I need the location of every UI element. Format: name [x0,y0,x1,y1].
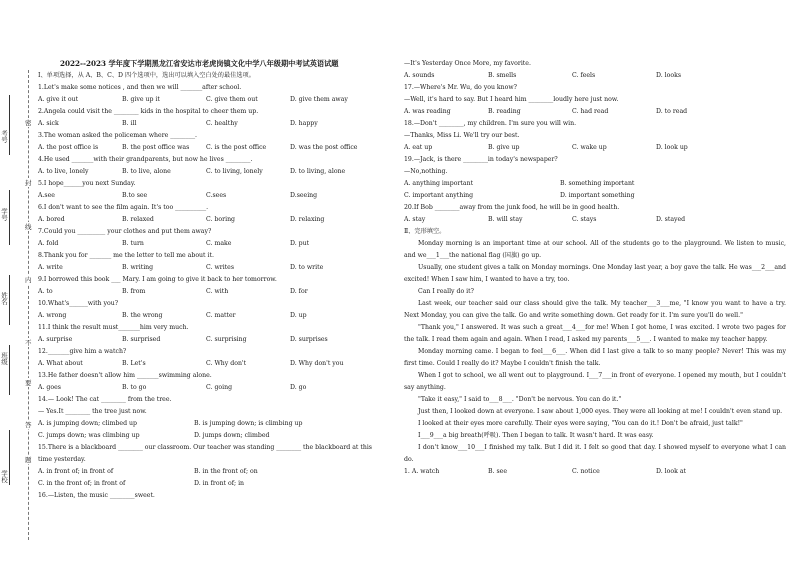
seal-char: 密 [25,119,32,127]
section-heading: Ⅰ、单项选择，从 A、B、C、D 四个选项中，选出可以填入空白处的最佳选项。 [38,72,255,79]
question-stem: 4.He used _______with their grandparents, but now he lives ________. [38,156,253,163]
option: A. wrong [38,312,67,319]
options-row [38,466,390,478]
question-stem: 10.What's______with you? [38,300,119,307]
option: A. surprise [38,336,73,343]
option: D. look at [656,468,686,475]
option: D. stayed [656,216,686,223]
options-row [38,118,390,130]
option: C. with [206,288,229,295]
options-row [38,310,390,322]
option: A. to live, lonely [38,168,89,175]
option: D. was the post office [290,144,358,151]
question-stem: 13.He father doesn't allow him _______swimming alone. [38,372,212,379]
passage-paragraph: Can I really do it? [418,288,474,295]
passage-paragraph: Just then, I looked down at everyone. I saw about 1,000 eyes. They were all looking at me! I couldn't even stand up. [418,408,783,415]
option: D. to write [290,264,324,271]
sidebar-label-class: 班级 [0,352,8,365]
options-row [38,430,390,442]
sidebar-label-student-no: 学号 [0,208,8,221]
option: C. writes [206,264,235,271]
option: 1. A. watch [404,468,440,475]
option: D. surprises [290,336,328,343]
passage-paragraph: Monday morning is an important time at our school. All of the students go to the playground. We listen to music, and we___1___the national flag (国旗) go up. [404,240,786,259]
cloze-passage [404,238,786,466]
options-row [404,190,786,202]
seal-char: 线 [25,223,32,231]
passage-paragraph: I___9___a big breath(呼吸). Then I began to talk. It wasn't hard. It was easy. [418,432,654,439]
option: B. the wrong [122,312,163,319]
sidebar-line [9,190,10,245]
option: D. important something [560,192,635,199]
option: C. is the post office [206,144,267,151]
option: D. Why don't you [290,360,344,367]
option: B.to see [122,192,148,199]
option: C. Why don't [206,360,247,367]
option: D. look up [656,144,688,151]
question-stem: 17.—Where's Mr. Wu, do you know? [404,84,517,91]
option: C. stays [572,216,597,223]
options-row [38,418,390,430]
option: A. fold [38,240,59,247]
option: A. sick [38,120,59,127]
options-row [404,106,786,118]
question-list [404,58,786,226]
passage-paragraph: Usually, one student gives a talk on Monday mornings. One Monday last year, a boy gave the talk. He was___2___and excited! When I saw him, I wanted to have a try, too. [404,264,786,283]
seal-char: 不 [25,339,32,347]
option: C. to living, lonely [206,168,263,175]
option: B. the post office was [122,144,190,151]
option: B. will stay [488,216,523,223]
sidebar-label-name: 姓名 [0,292,8,305]
options-row [404,70,786,82]
option: D. go [290,384,307,391]
options-row [38,358,390,370]
option: C. important anything [404,192,474,199]
question-stem: 19.—Jack, is there ________in today's newspaper? [404,156,558,163]
options-row [404,142,786,154]
options-row [404,214,786,226]
question-stem: 14.— Look! The cat ________ from the tree. [38,396,172,403]
question-stem: 6.I don't want to see the film again. It's too __________. [38,204,209,211]
seal-line [28,70,29,540]
sidebar-label-exam-no: 考号 [0,130,8,143]
passage-paragraph: When I got to school, we all went out to playground. I___7___in front of everyone. I opened my mouth, but I couldn't say anything. [404,372,786,391]
option: D. to living, alone [290,168,346,175]
question-sub: — Yes.It ________ the tree just now. [38,408,147,415]
option: C. boring [206,216,236,223]
options-row [38,214,390,226]
option: C. give them out [206,96,258,103]
option: D. give them away [290,96,348,103]
option: B. give up it [122,96,160,103]
options-row [38,286,390,298]
option: D. put [290,240,310,247]
question-sub: —Well, it's hard to say. But I heard him ________loudly here just now. [404,96,619,103]
option: B. surprised [122,336,161,343]
cloze-options-row [404,466,786,478]
seal-char: 内 [25,276,32,284]
option: D. relaxing [290,216,325,223]
option: C. had read [572,108,609,115]
question-stem: —It's Yesterday Once More, my favorite. [404,60,531,67]
option: D. in front of; in [194,480,245,487]
option: B. to go [122,384,147,391]
question-stem: 12._______give him a watch? [38,348,127,355]
option: C.sees [206,192,227,199]
sidebar-line [9,95,10,155]
option: A. bored [38,216,65,223]
option: C. wake up [572,144,607,151]
option: C. make [206,240,232,247]
option: B. writing [122,264,154,271]
passage-paragraph: Monday morning came. I began to feel___6___. When did I last give a talk to so many people? Never! This was my first time. Could I really do it? Maybe I couldn't finish the talk. [404,348,786,367]
question-list [38,82,390,502]
option: B. something important [560,180,635,187]
question-sub: —Thanks, Miss Li. We'll try our best. [404,132,520,139]
options-row [38,262,390,274]
option: D.seeing [290,192,318,199]
question-stem: 15.There is a blackboard ________ our classroom. Our teacher was standing ________ the blackboard at this [38,444,372,451]
options-row [38,382,390,394]
question-stem: 8.Thank you for _______ me the letter to tell me about it. [38,252,214,259]
option: B. ill [122,120,137,127]
passage-paragraph: I don't know___10___I finished my talk. But I did it. I felt so good that day. I showed myself to everyone what I can do. [404,444,786,463]
question-stem: 9.I borrowed this book ___ Mary. I am going to give it back to her tomorrow. [38,276,277,283]
question-stem: 16.—Listen, the music ________sweet. [38,492,155,499]
options-row [38,334,390,346]
option: A. in front of; in front of [38,468,114,475]
option: D. jumps down; climbed [194,432,270,439]
sidebar-label-school: 学校 [0,470,8,483]
question-stem: 3.The woman asked the policeman where ________. [38,132,198,139]
question-stem: 5.I hope______you next Sunday. [38,180,136,187]
option: A.see [38,192,55,199]
option: A. sounds [404,72,435,79]
option: C. healthy [206,120,238,127]
option: B. is jumping down; is climbing up [194,420,303,427]
sidebar-line [9,275,10,325]
option: A. to [38,288,53,295]
sidebar-line [9,430,10,485]
options-row [38,190,390,202]
option: B. give up [488,144,520,151]
passage-paragraph: I looked at their eyes more carefully. Their eyes were saying, "You can do it.! Don't be afraid, just talk!" [418,420,743,427]
option: A. eat up [404,144,433,151]
options-row [38,166,390,178]
option: A. was reading [404,108,451,115]
question-stem: 2.Angela could visit the ________ kids in the hospital to cheer them up. [38,108,259,115]
option: B. turn [122,240,144,247]
question-sub: —No,nothing. [404,168,448,175]
option: A. write [38,264,63,271]
option: B. Let's [122,360,146,367]
question-stem: 1.Let's make some notices , and then we will _______after school. [38,84,242,91]
question-stem: 20.If Bob ________away from the junk food, he will be in good health. [404,204,620,211]
passage-paragraph: "Thank you," I answered. It was such a great___4___for me! When I got home, I was excited. I wrote two pages for the talk. I read them again and again. When I read, I asked my parents___5___. I wanted to make my teacher happy. [404,324,786,343]
seal-char: 要 [25,379,32,387]
option: C. in the front of; in front of [38,480,126,487]
passage-paragraph: Last week, our teacher said our class should give the talk. My teacher___3___me, "I know you want to have a try. Next Monday, you can give the talk. Go and write something down. Get ready for it. I'm sure you'll do well." [404,300,786,319]
option: B. reading [488,108,521,115]
binding-sidebar [0,0,36,562]
option: C. surprising [206,336,247,343]
passage-paragraph: "Take it easy," I said to___8___. "Don't be nervous. You can do it." [418,396,622,403]
option: A. the post office is [38,144,99,151]
options-row [38,142,390,154]
option: C. jumps down; was climbing up [38,432,140,439]
option: C. matter [206,312,236,319]
option: A. What about [38,360,83,367]
option: B. in the front of; on [194,468,258,475]
option: B. smells [488,72,517,79]
right-column [404,58,786,478]
options-row [38,478,390,490]
seal-char: 答 [25,421,32,429]
option: D. happy [290,120,318,127]
option: B. see [488,468,507,475]
question-stem: 18.—Don't ________, my children. I'm sure you will win. [404,120,577,127]
left-column [38,58,390,502]
option: D. looks [656,72,682,79]
option: A. anything important [404,180,474,187]
option: D. to read [656,108,688,115]
option: B. to live, alone [122,168,171,175]
option: B. from [122,288,146,295]
question-sub: time yesterday. [38,456,86,463]
options-row [38,238,390,250]
option: C. notice [572,468,600,475]
options-row [404,178,786,190]
question-stem: 11.I think the result must_______him very much. [38,324,189,331]
option: A. stay [404,216,426,223]
option: A. is jumping down; climbed up [38,420,137,427]
seal-char: 封 [25,179,32,187]
option: A. goes [38,384,61,391]
question-stem: 7.Could you _________ your clothes and put them away? [38,228,212,235]
option: D. up [290,312,307,319]
sidebar-line [9,345,10,395]
page-title: 2022--2023 学年度下学期黑龙江省安达市老虎岗镇文化中学八年级期中考试英语试题 [60,59,339,68]
option: C. feels [572,72,596,79]
section-heading: Ⅱ、完形填空。 [404,228,446,235]
option: A. give it out [38,96,79,103]
option: D. for [290,288,308,295]
seal-char: 题 [25,456,32,464]
options-row [38,94,390,106]
option: C. going [206,384,233,391]
option: B. relaxed [122,216,154,223]
